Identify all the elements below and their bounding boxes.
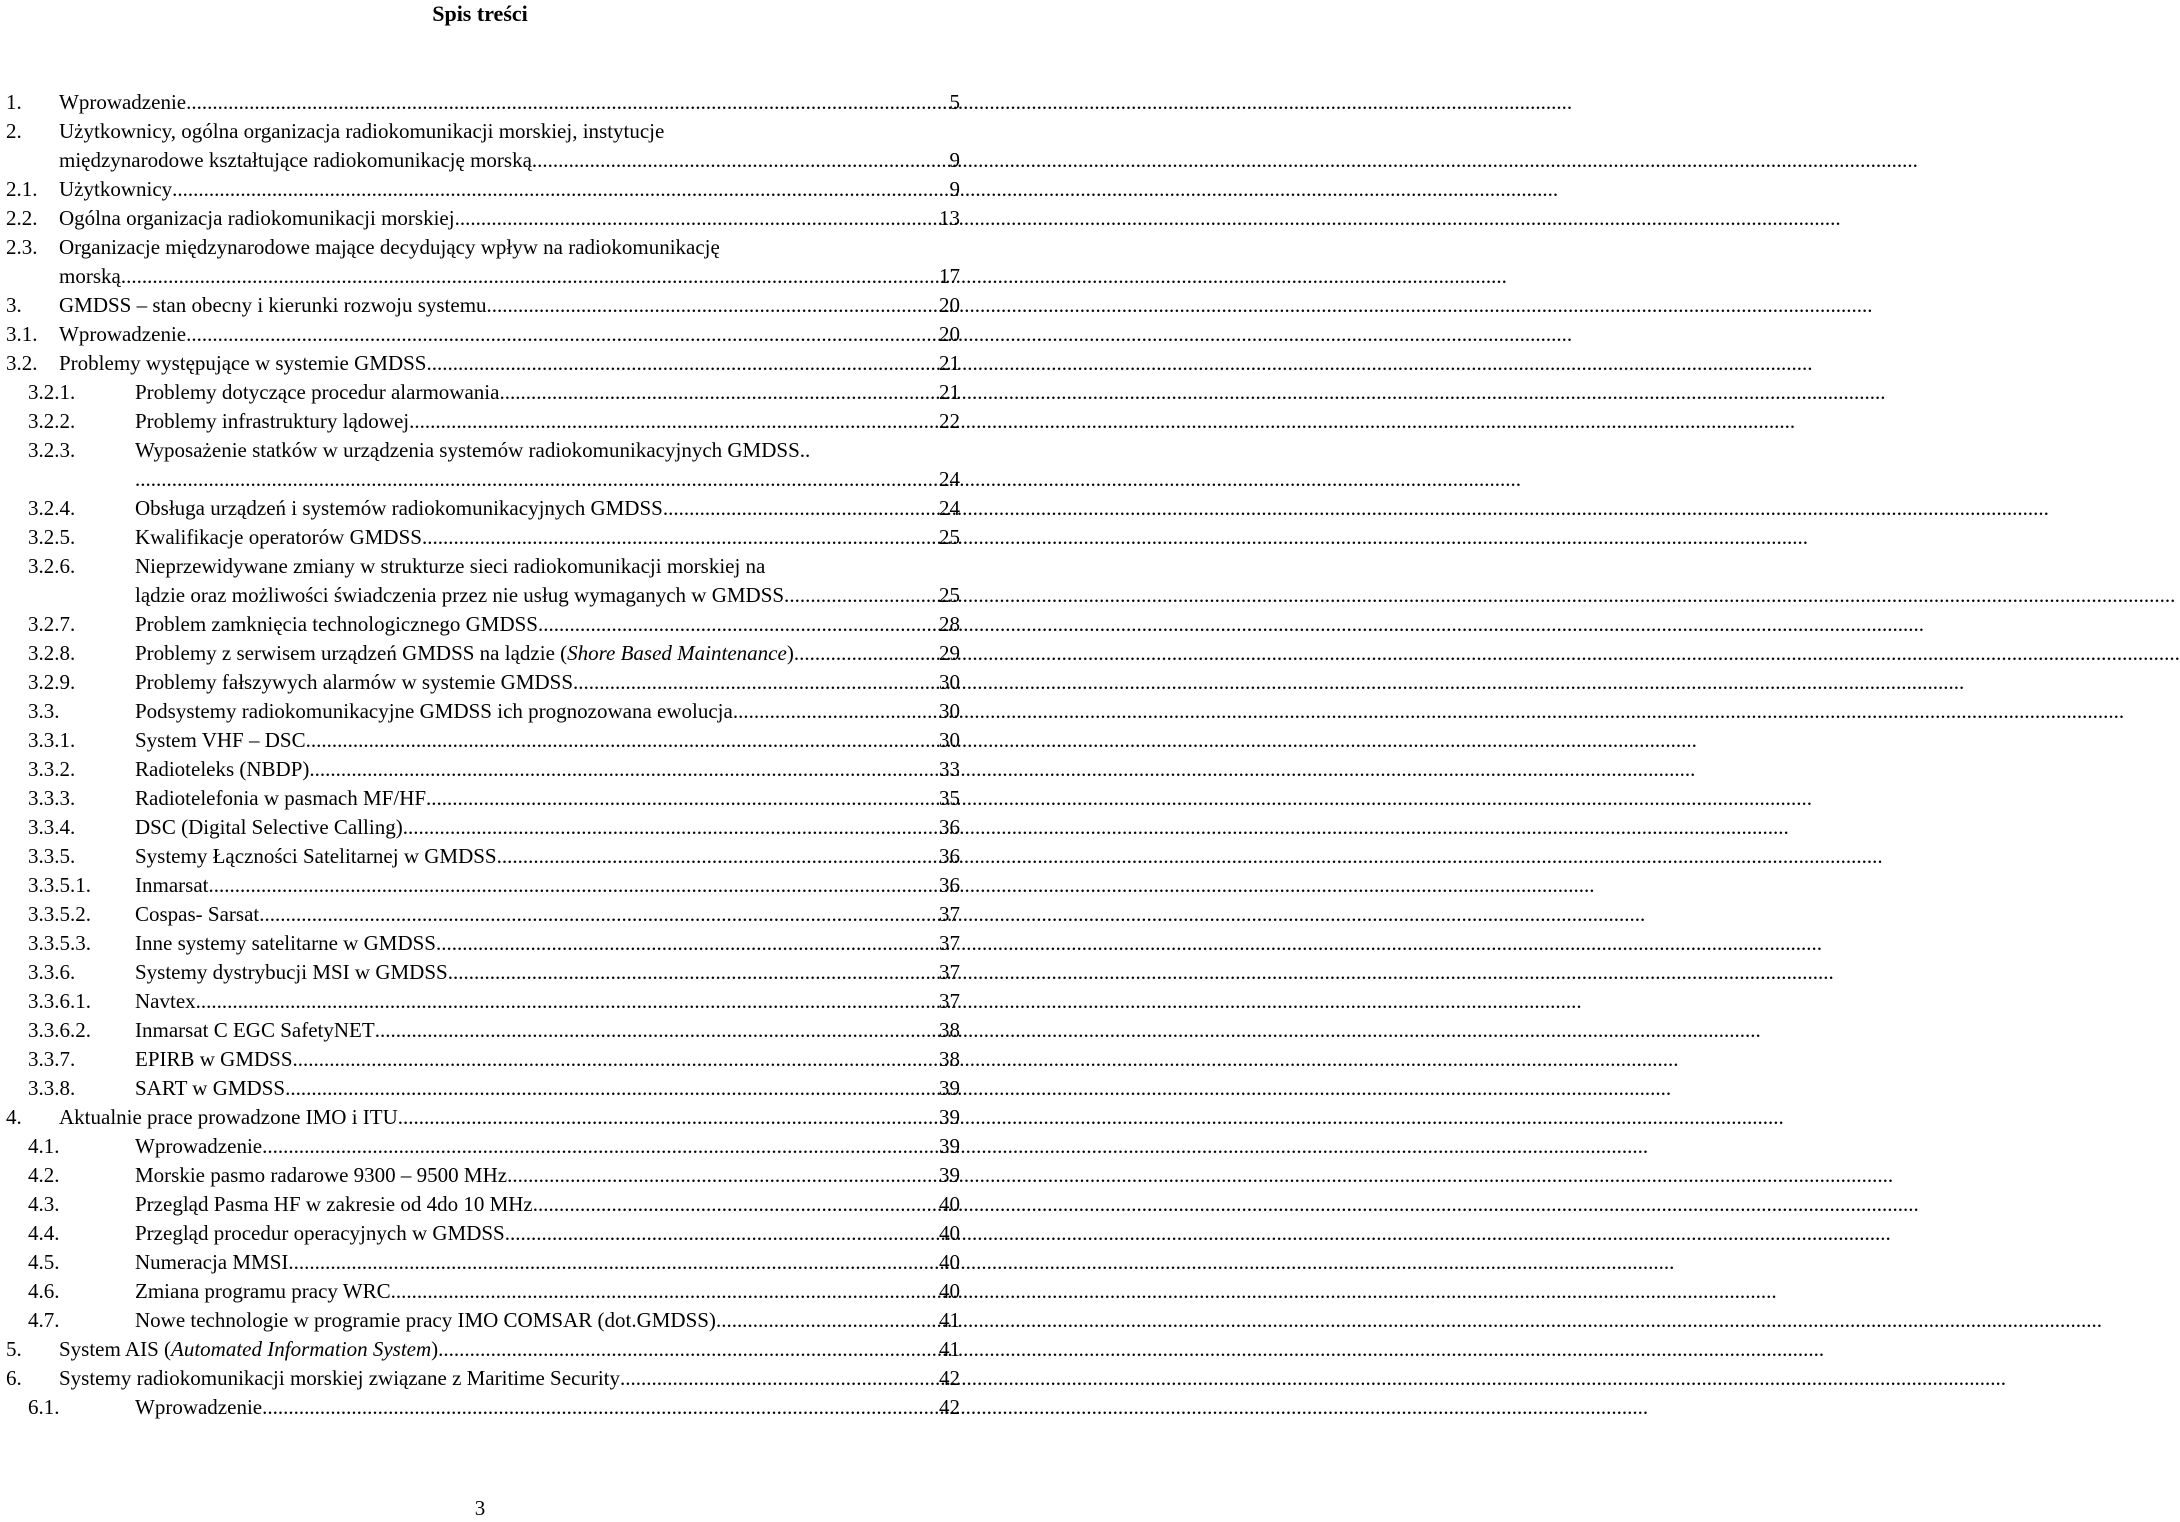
toc-entry[interactable] bbox=[0, 668, 960, 697]
toc-page-number: 35 bbox=[939, 786, 960, 810]
toc-entry-title: Systemy dystrybucji MSI w GMDSS bbox=[135, 960, 448, 984]
dot-leader bbox=[533, 1190, 937, 1219]
toc-entry[interactable] bbox=[0, 1364, 960, 1393]
dot-leader bbox=[426, 349, 937, 378]
toc-entry[interactable] bbox=[0, 1190, 960, 1219]
toc-entry[interactable] bbox=[0, 1132, 960, 1161]
dot-leader bbox=[455, 204, 937, 233]
toc-line bbox=[0, 494, 960, 523]
dot-leader bbox=[293, 1045, 937, 1074]
toc-entry[interactable] bbox=[0, 291, 960, 320]
toc-page-number: 42 bbox=[939, 1366, 960, 1390]
toc-line bbox=[0, 813, 960, 842]
toc-entry-title: lądzie oraz możliwości świadczenia przez nie usług wymaganych w GMDSS. bbox=[135, 583, 790, 607]
toc-entry-number: 2.3. bbox=[6, 235, 38, 259]
toc-entry-title: Użytkownicy, ogólna organizacja radiokomunikacji morskiej, instytucje bbox=[59, 119, 665, 143]
toc-page-number: 9 bbox=[949, 148, 960, 172]
toc-page-number: 28 bbox=[939, 612, 960, 636]
toc-entry-number: 3.3.6. bbox=[28, 960, 76, 984]
dot-leader bbox=[620, 1364, 937, 1393]
toc-entry-title: Morskie pasmo radarowe 9300 – 9500 MHz bbox=[135, 1163, 508, 1187]
toc-entry[interactable] bbox=[0, 958, 960, 987]
toc-entry-title: Systemy radiokomunikacji morskiej związane z Maritime Security bbox=[59, 1366, 621, 1390]
dot-leader bbox=[499, 378, 937, 407]
dot-leader bbox=[375, 1016, 937, 1045]
toc-entry-title: Podsystemy radiokomunikacyjne GMDSS ich prognozowana ewolucja. bbox=[135, 699, 739, 723]
toc-line bbox=[0, 1364, 960, 1393]
toc-entry[interactable] bbox=[0, 175, 960, 204]
toc-entry-number: 3.3.4. bbox=[28, 815, 76, 839]
toc-page-number: 40 bbox=[939, 1250, 960, 1274]
toc-line bbox=[0, 146, 960, 175]
dot-leader bbox=[789, 581, 937, 610]
toc-entry-number: 3.3. bbox=[28, 699, 60, 723]
toc-page-number: 9 bbox=[949, 177, 960, 201]
dot-leader bbox=[262, 1132, 937, 1161]
toc-page-number: 39 bbox=[939, 1076, 960, 1100]
toc-line bbox=[0, 1335, 960, 1364]
toc-line bbox=[0, 523, 960, 552]
dot-leader bbox=[311, 726, 937, 755]
dot-leader bbox=[663, 494, 937, 523]
toc-entry[interactable] bbox=[0, 349, 960, 378]
toc-entry-title-italic: Shore Based Maintenance bbox=[567, 641, 787, 665]
toc-line bbox=[0, 668, 960, 697]
toc-entry-number: 1. bbox=[6, 90, 22, 114]
toc-page-number: 22 bbox=[939, 409, 960, 433]
dot-leader bbox=[422, 523, 937, 552]
toc-entry[interactable] bbox=[0, 842, 960, 871]
toc-entry[interactable] bbox=[0, 1074, 960, 1103]
toc-entry[interactable] bbox=[0, 1045, 960, 1074]
toc-page-number: 36 bbox=[939, 815, 960, 839]
toc-line bbox=[0, 958, 960, 987]
toc-entry-title: EPIRB w GMDSS bbox=[135, 1047, 293, 1071]
toc-entry-title: Aktualnie prace prowadzone IMO i ITU bbox=[59, 1105, 398, 1129]
toc-entry-number: 3.2. bbox=[6, 351, 38, 375]
toc-page-number: 25 bbox=[939, 583, 960, 607]
toc-line bbox=[0, 1045, 960, 1074]
toc-entry[interactable] bbox=[0, 813, 960, 842]
toc-line bbox=[0, 1248, 960, 1277]
dot-leader bbox=[186, 88, 947, 117]
toc-line bbox=[0, 320, 960, 349]
toc-entry[interactable] bbox=[0, 1161, 960, 1190]
toc-entry[interactable] bbox=[0, 900, 960, 929]
toc-page-number: 41 bbox=[939, 1337, 960, 1361]
toc-entry[interactable] bbox=[0, 494, 960, 523]
toc-entry-title: Problemy fałszywych alarmów w systemie GMDSS. bbox=[135, 670, 579, 694]
toc-page-number: 38 bbox=[939, 1018, 960, 1042]
dot-leader bbox=[135, 465, 937, 494]
toc-entry-number: 6.1. bbox=[28, 1395, 60, 1419]
toc-page-number: 39 bbox=[939, 1105, 960, 1129]
toc-page-number: 39 bbox=[939, 1134, 960, 1158]
toc-entry-title: Inmarsat C EGC SafetyNET bbox=[135, 1018, 375, 1042]
toc-entry-title: Użytkownicy bbox=[59, 177, 173, 201]
toc-entry[interactable] bbox=[0, 1306, 960, 1335]
dot-leader bbox=[716, 1306, 937, 1335]
toc-line bbox=[0, 1103, 960, 1132]
dot-leader bbox=[262, 1393, 937, 1422]
toc-entry-number: 3.2.2. bbox=[28, 409, 76, 433]
toc-entry[interactable] bbox=[0, 929, 960, 958]
toc-entry-number: 4.3. bbox=[28, 1192, 60, 1216]
toc-entry[interactable] bbox=[0, 523, 960, 552]
toc-entry-title: Radiotelefonia w pasmach MF/HF bbox=[135, 786, 427, 810]
toc-entry[interactable] bbox=[0, 407, 960, 436]
toc-entry-number: 4.4. bbox=[28, 1221, 60, 1245]
toc-page-number: 29 bbox=[939, 641, 960, 665]
toc-entry[interactable] bbox=[0, 697, 960, 726]
toc-entry[interactable] bbox=[0, 1219, 960, 1248]
toc-page-number: 37 bbox=[939, 931, 960, 955]
toc-entry-title: Problem zamknięcia technologicznego GMDSS bbox=[135, 612, 538, 636]
toc-entry-title: Wyposażenie statków w urządzenia systemów radiokomunikacyjnych GMDSS.. bbox=[135, 438, 811, 462]
toc-line bbox=[0, 842, 960, 871]
toc-line bbox=[0, 726, 960, 755]
toc-line bbox=[0, 1306, 960, 1335]
toc-line bbox=[0, 378, 960, 407]
table-of-contents bbox=[0, 88, 960, 1422]
toc-entry-number: 2. bbox=[6, 119, 22, 143]
toc-entry-title: DSC (Digital Selective Calling) bbox=[135, 815, 403, 839]
toc-entry-title: SART w GMDSS bbox=[135, 1076, 286, 1100]
toc-line bbox=[0, 1161, 960, 1190]
toc-page-number: 36 bbox=[939, 873, 960, 897]
dot-leader bbox=[505, 1219, 937, 1248]
toc-page-number: 37 bbox=[939, 902, 960, 926]
toc-entry[interactable] bbox=[0, 755, 960, 784]
toc-entry-number: 3.3.3. bbox=[28, 786, 76, 810]
dot-leader bbox=[259, 900, 937, 929]
toc-line bbox=[0, 407, 960, 436]
toc-page-number: 21 bbox=[939, 380, 960, 404]
toc-line bbox=[0, 639, 960, 668]
toc-line bbox=[0, 784, 960, 813]
toc-entry-title: Wprowadzenie bbox=[59, 90, 187, 114]
toc-page-number: 21 bbox=[939, 351, 960, 375]
toc-line bbox=[0, 117, 960, 146]
toc-entry[interactable] bbox=[0, 204, 960, 233]
toc-entry[interactable] bbox=[0, 378, 960, 407]
toc-entry-title: Organizacje międzynarodowe mające decydujący wpływ na radiokomunikację bbox=[59, 235, 720, 259]
toc-entry-title: GMDSS – stan obecny i kierunki rozwoju systemu bbox=[59, 293, 487, 317]
toc-line bbox=[0, 1277, 960, 1306]
toc-entry-title: morską bbox=[59, 264, 121, 288]
toc-page-number: 13 bbox=[939, 206, 960, 230]
toc-entry-number: 3.3.6.1. bbox=[28, 989, 91, 1013]
toc-entry-number: 4.1. bbox=[28, 1134, 60, 1158]
toc-entry-title: Wprowadzenie bbox=[135, 1395, 263, 1419]
dot-leader bbox=[538, 610, 937, 639]
toc-entry[interactable] bbox=[0, 1248, 960, 1277]
toc-page-number: 37 bbox=[939, 960, 960, 984]
toc-entry-title: międzynarodowe kształtujące radiokomunikację morską bbox=[59, 148, 532, 172]
toc-entry-title: Problemy z serwisem urządzeń GMDSS na lądzie (Shore Based Maintenance) bbox=[135, 641, 794, 665]
toc-entry-number: 4. bbox=[6, 1105, 22, 1129]
toc-page-number: 33 bbox=[939, 757, 960, 781]
dot-leader bbox=[426, 784, 937, 813]
toc-line bbox=[0, 929, 960, 958]
toc-page-number: 38 bbox=[939, 1047, 960, 1071]
toc-entry-number: 3.2.5. bbox=[28, 525, 76, 549]
toc-entry-title: Numeracja MMSI bbox=[135, 1250, 289, 1274]
toc-entry-number: 4.6. bbox=[28, 1279, 60, 1303]
dot-leader bbox=[186, 320, 937, 349]
toc-entry-number: 3.2.7. bbox=[28, 612, 76, 636]
dot-leader bbox=[578, 668, 937, 697]
toc-entry[interactable] bbox=[0, 726, 960, 755]
toc-line bbox=[0, 1393, 960, 1422]
toc-entry-number: 4.2. bbox=[28, 1163, 60, 1187]
toc-entry-title: Nowe technologie w programie pracy IMO COMSAR (dot.GMDSS) bbox=[135, 1308, 716, 1332]
toc-page-number: 30 bbox=[939, 670, 960, 694]
toc-entry-title: Przegląd Pasma HF w zakresie od 4do 10 MHz bbox=[135, 1192, 533, 1216]
toc-line bbox=[0, 465, 960, 494]
toc-page-number: 20 bbox=[939, 293, 960, 317]
dot-leader bbox=[285, 1074, 937, 1103]
toc-entry[interactable] bbox=[0, 639, 960, 668]
toc-line bbox=[0, 436, 960, 465]
toc-entry-title: Problemy występujące w systemie GMDSS bbox=[59, 351, 427, 375]
toc-entry-title: Zmiana programu pracy WRC bbox=[135, 1279, 391, 1303]
dot-leader bbox=[532, 146, 948, 175]
page-number: 3 bbox=[474, 1496, 486, 1520]
toc-entry[interactable] bbox=[0, 233, 960, 291]
toc-line bbox=[0, 1190, 960, 1219]
dot-leader bbox=[409, 407, 937, 436]
toc-line bbox=[0, 175, 960, 204]
toc-entry-number: 3.3.6.2. bbox=[28, 1018, 91, 1042]
toc-page-number: 20 bbox=[939, 322, 960, 346]
toc-entry[interactable] bbox=[0, 552, 960, 610]
toc-entry[interactable] bbox=[0, 320, 960, 349]
page-title: Spis treści bbox=[432, 1, 528, 26]
toc-entry-title-italic: Automated Information System bbox=[171, 1337, 432, 1361]
dot-leader bbox=[309, 755, 937, 784]
toc-line bbox=[0, 987, 960, 1016]
toc-entry-number: 3.1. bbox=[6, 322, 38, 346]
toc-line bbox=[0, 233, 960, 262]
dot-leader bbox=[738, 697, 937, 726]
toc-line bbox=[0, 610, 960, 639]
toc-line bbox=[0, 900, 960, 929]
toc-entry[interactable] bbox=[0, 1016, 960, 1045]
toc-page-number: 41 bbox=[939, 1308, 960, 1332]
toc-entry[interactable] bbox=[0, 436, 960, 494]
toc-line bbox=[0, 1016, 960, 1045]
toc-entry-number: 3.2.4. bbox=[28, 496, 76, 520]
dot-leader bbox=[497, 842, 937, 871]
toc-entry-title: System AIS (Automated Information System) bbox=[59, 1337, 439, 1361]
toc-entry-title: Wprowadzenie bbox=[59, 322, 187, 346]
toc-entry-title: Inne systemy satelitarne w GMDSS bbox=[135, 931, 436, 955]
toc-page-number: 25 bbox=[939, 525, 960, 549]
toc-entry-number: 3.3.2. bbox=[28, 757, 76, 781]
dot-leader bbox=[436, 929, 937, 958]
toc-entry-title: Ogólna organizacja radiokomunikacji morskiej bbox=[59, 206, 455, 230]
toc-line bbox=[0, 871, 960, 900]
toc-entry-title: Problemy dotyczące procedur alarmowania bbox=[135, 380, 500, 404]
dot-leader bbox=[438, 1335, 937, 1364]
toc-line bbox=[0, 581, 960, 610]
toc-page-number: 37 bbox=[939, 989, 960, 1013]
toc-entry-number: 3.2.6. bbox=[28, 554, 76, 578]
dot-leader bbox=[172, 175, 947, 204]
toc-page-number: 24 bbox=[939, 496, 960, 520]
toc-entry-title: Navtex bbox=[135, 989, 196, 1013]
toc-entry-number: 3.2.8. bbox=[28, 641, 76, 665]
toc-entry[interactable] bbox=[0, 784, 960, 813]
toc-entry-number: 4.7. bbox=[28, 1308, 60, 1332]
dot-leader bbox=[507, 1161, 937, 1190]
toc-page-number: 39 bbox=[939, 1163, 960, 1187]
toc-entry-title: Radioteleks (NBDP) bbox=[135, 757, 310, 781]
toc-entry[interactable] bbox=[0, 1103, 960, 1132]
toc-entry-number: 4.5. bbox=[28, 1250, 60, 1274]
dot-leader bbox=[403, 813, 937, 842]
toc-entry[interactable] bbox=[0, 871, 960, 900]
toc-entry[interactable] bbox=[0, 1393, 960, 1422]
toc-entry-title: Wprowadzenie bbox=[135, 1134, 263, 1158]
toc-entry-title: Nieprzewidywane zmiany w strukturze sieci radiokomunikacji morskiej na bbox=[135, 554, 766, 578]
dot-leader bbox=[208, 871, 937, 900]
dot-leader bbox=[398, 1103, 937, 1132]
toc-entry-number: 3.3.7. bbox=[28, 1047, 76, 1071]
toc-entry-number: 3.3.1. bbox=[28, 728, 76, 752]
toc-entry[interactable] bbox=[0, 117, 960, 175]
toc-line bbox=[0, 262, 960, 291]
toc-page-number: 30 bbox=[939, 699, 960, 723]
toc-entry-title: Cospas- Sarsat bbox=[135, 902, 260, 926]
toc-page-number: 17 bbox=[939, 264, 960, 288]
toc-line bbox=[0, 1074, 960, 1103]
toc-line bbox=[0, 552, 960, 581]
toc-page-number: 30 bbox=[939, 728, 960, 752]
toc-line bbox=[0, 755, 960, 784]
toc-entry-title: Kwalifikacje operatorów GMDSS bbox=[135, 525, 422, 549]
toc-line bbox=[0, 88, 960, 117]
toc-entry[interactable] bbox=[0, 1277, 960, 1306]
toc-entry-title: Obsługa urządzeń i systemów radiokomunikacyjnych GMDSS bbox=[135, 496, 663, 520]
toc-line bbox=[0, 697, 960, 726]
toc-line bbox=[0, 1219, 960, 1248]
toc-line bbox=[0, 1132, 960, 1161]
dot-leader bbox=[448, 958, 937, 987]
toc-entry-title: Problemy infrastruktury lądowej bbox=[135, 409, 410, 433]
toc-entry-number: 2.1. bbox=[6, 177, 38, 201]
toc-entry[interactable] bbox=[0, 1335, 960, 1364]
toc-entry-number: 2.2. bbox=[6, 206, 38, 230]
dot-leader bbox=[121, 262, 937, 291]
toc-entry[interactable] bbox=[0, 88, 960, 117]
toc-page-number: 36 bbox=[939, 844, 960, 868]
toc-entry[interactable] bbox=[0, 987, 960, 1016]
toc-entry-number: 6. bbox=[6, 1366, 22, 1390]
toc-line bbox=[0, 291, 960, 320]
toc-page-number: 40 bbox=[939, 1221, 960, 1245]
toc-entry-number: 3.2.1. bbox=[28, 380, 76, 404]
dot-leader bbox=[288, 1248, 937, 1277]
dot-leader bbox=[487, 291, 937, 320]
toc-entry-number: 3.2.9. bbox=[28, 670, 76, 694]
toc-entry-title: Przegląd procedur operacyjnych w GMDSS bbox=[135, 1221, 505, 1245]
toc-entry-number: 3.3.8. bbox=[28, 1076, 76, 1100]
dot-leader bbox=[196, 987, 937, 1016]
toc-page-number: 24 bbox=[939, 467, 960, 491]
toc-page-number: 5 bbox=[949, 90, 960, 114]
toc-entry-number: 3.2.3. bbox=[28, 438, 76, 462]
toc-entry-number: 5. bbox=[6, 1337, 22, 1361]
dot-leader bbox=[391, 1277, 937, 1306]
toc-entry-number: 3.3.5.1. bbox=[28, 873, 91, 897]
toc-page-number: 40 bbox=[939, 1279, 960, 1303]
toc-entry-number: 3.3.5. bbox=[28, 844, 76, 868]
toc-entry-number: 3.3.5.3. bbox=[28, 931, 91, 955]
toc-line bbox=[0, 349, 960, 378]
dot-leader bbox=[794, 639, 937, 668]
toc-entry-number: 3.3.5.2. bbox=[28, 902, 91, 926]
toc-entry-title: Systemy Łączności Satelitarnej w GMDSS bbox=[135, 844, 497, 868]
toc-entry[interactable] bbox=[0, 610, 960, 639]
toc-page-number: 40 bbox=[939, 1192, 960, 1216]
toc-entry-title: System VHF – DSC. bbox=[135, 728, 311, 752]
toc-line bbox=[0, 204, 960, 233]
toc-entry-number: 3. bbox=[6, 293, 22, 317]
toc-page-number: 42 bbox=[939, 1395, 960, 1419]
toc-entry-title: Inmarsat bbox=[135, 873, 209, 897]
